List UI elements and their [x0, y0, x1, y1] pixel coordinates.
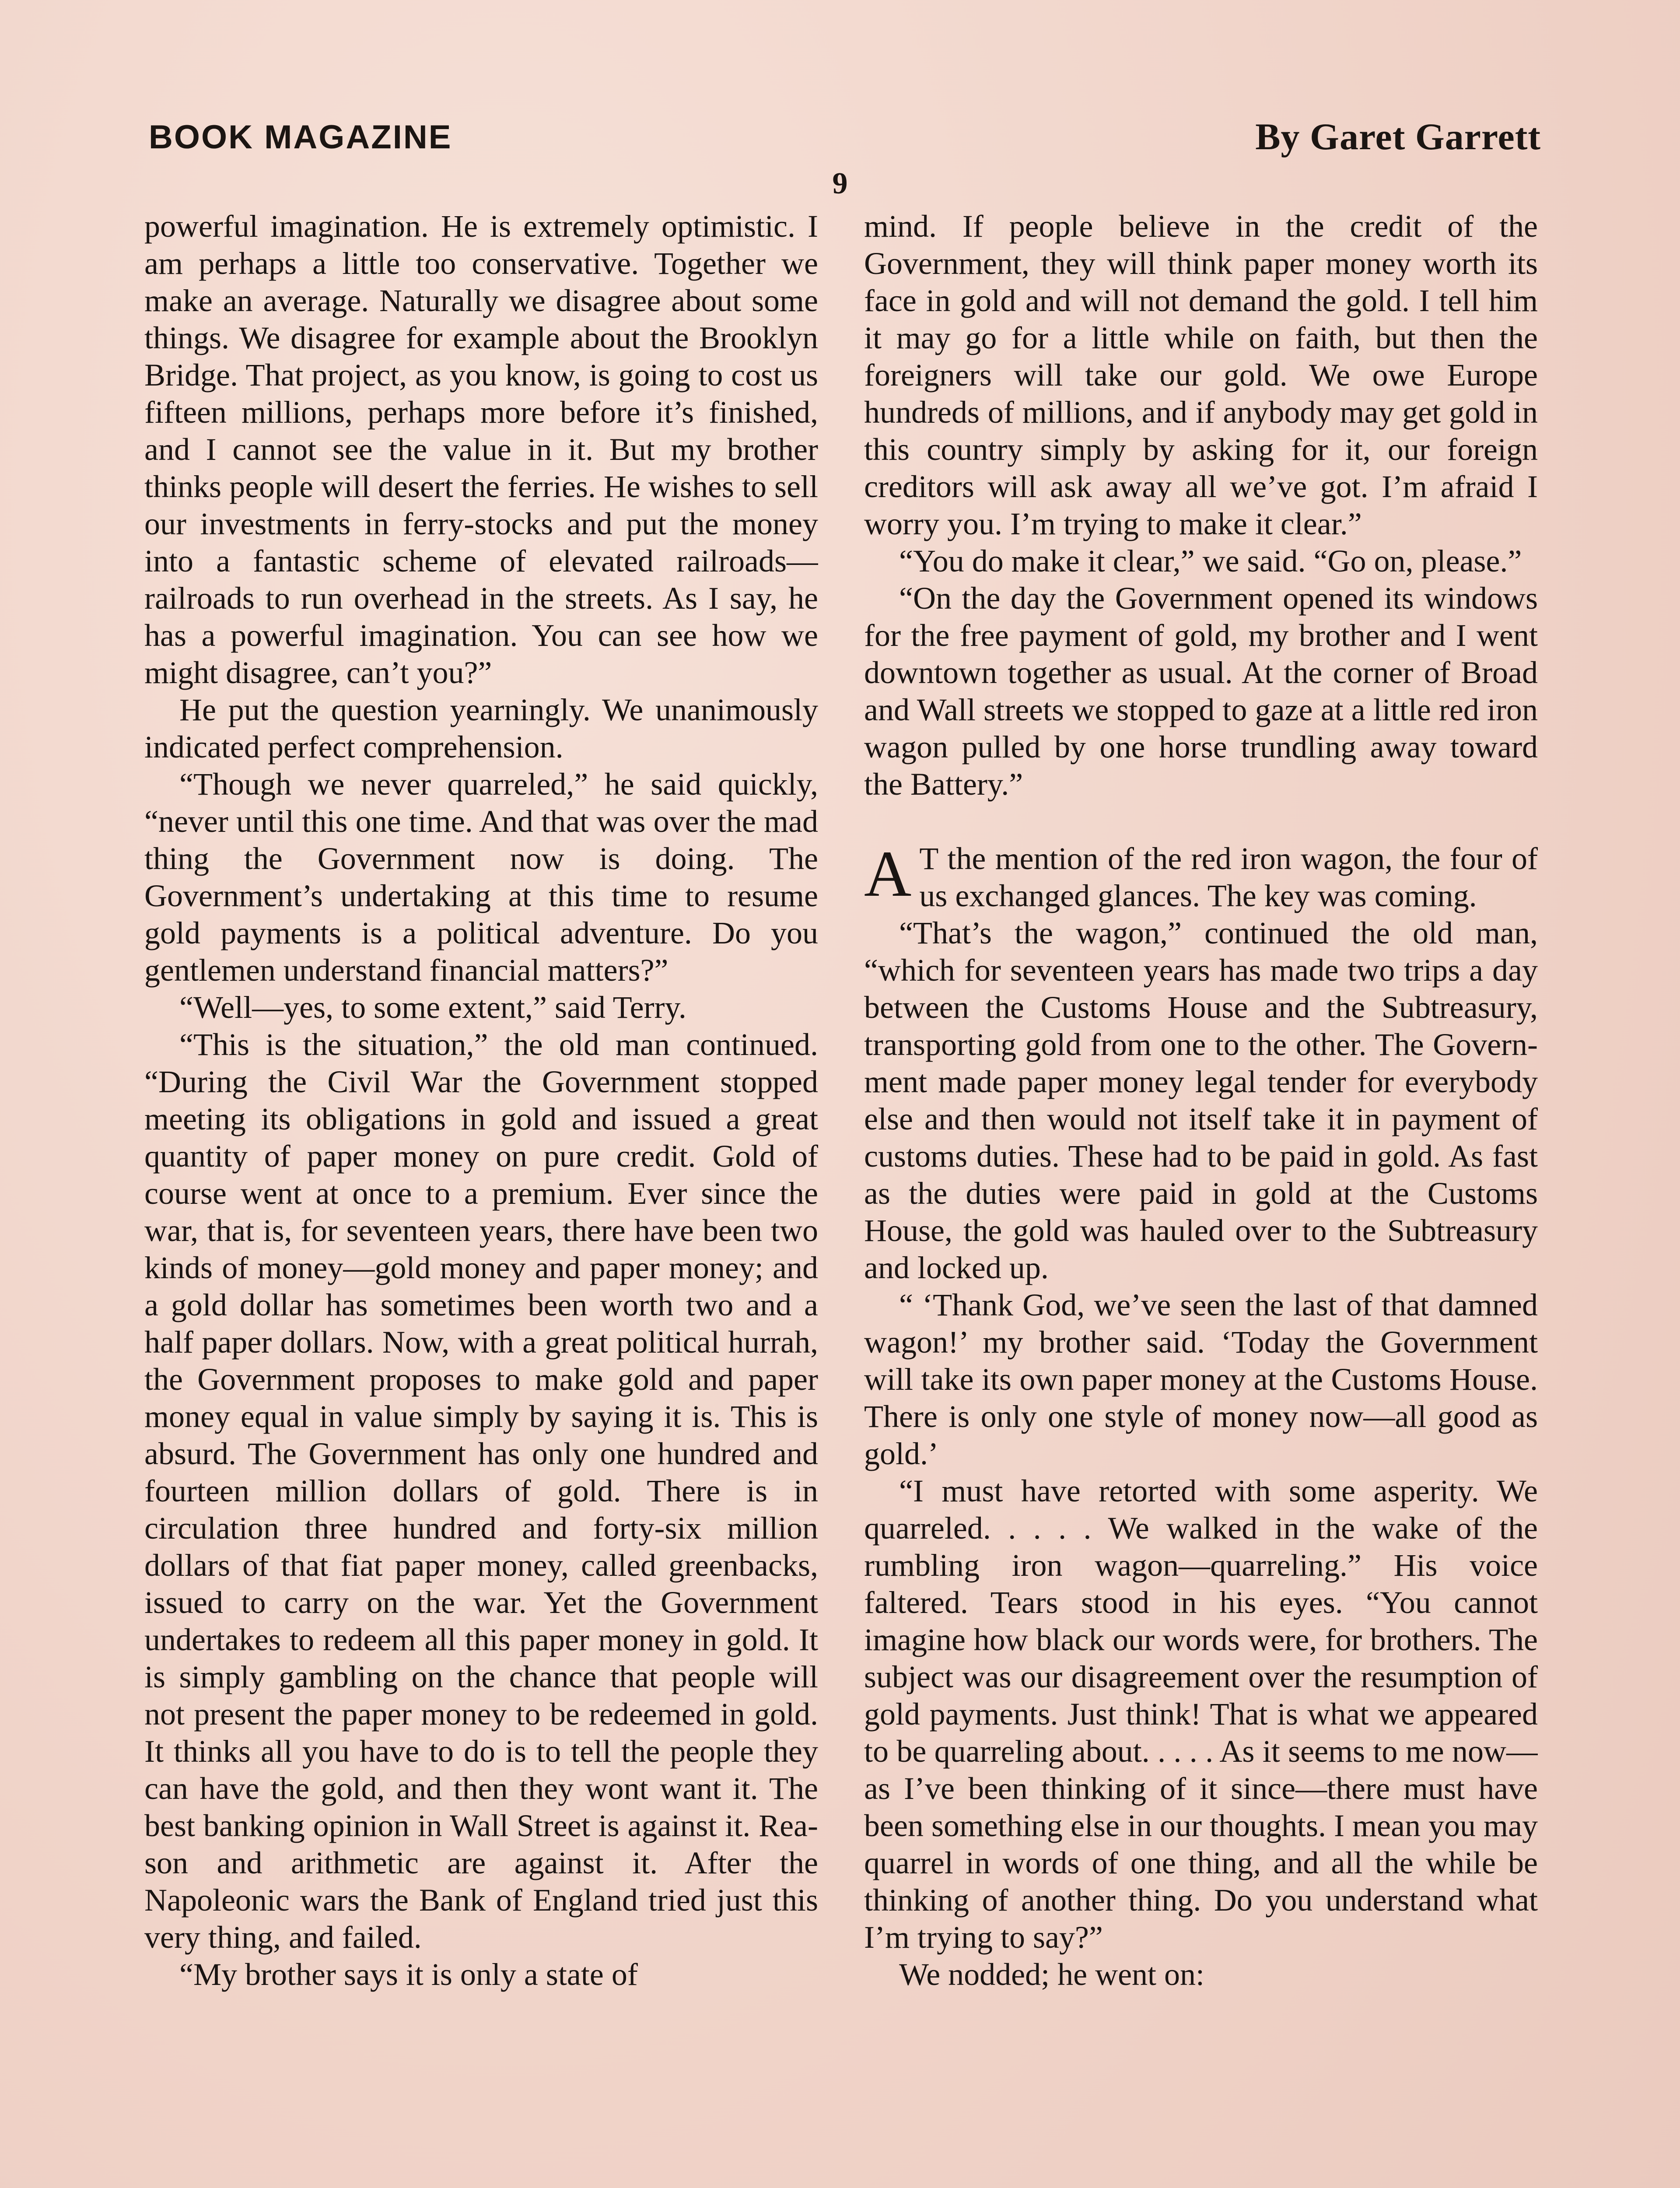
- paragraph: “I must have retorted with some asperity. We quarreled. . . . . We walked in the wake of the rumbling iron wagon—quarreling.” His voice faltered. Tears stood in his eyes. “You cannot imagine how black our words were, for brothers. The subject was our disagreement over the resumption of gold payments. Just think! That is what we appeared to be quarreling about. . . . . As it seems to me now—as I’ve been thinking of it since—there must have been something else in our thoughts. I mean you may quarrel in words of one thing, and all the while be thinking of another thing. Do you understand what I’m trying to say?”: [864, 1473, 1538, 1955]
- paragraph: powerful imagination. He is extremely optimistic. I am perhaps a little too conservative. Together we make an average. Naturally we disagree about some things. We disagree for example about the Brooklyn Bridge. That project, as you know, is going to cost us fifteen millions, perhaps more before it’s finished, and I cannot see the value in it. But my brother thinks people will desert the ferries. He wishes to sell our investments in ferry-stocks and put the money into a fantastic scheme of elevated railroads—railroads to run overhead in the streets. As I say, he has a powerful imagination. You can see how we might disagree, can’t you?”: [144, 209, 818, 690]
- paragraph: “On the day the Government opened its windows for the free payment of gold, my brother and I went downtown together as usual. At the corner of Broad and Wall streets we stopped to gaze at a little red iron wagon pulled by one horse trundling away toward the Battery.”: [864, 581, 1538, 802]
- section-paragraph: [864, 840, 1538, 915]
- paragraph: He put the question yearningly. We unanimously indicated perfect comprehension.: [144, 692, 818, 764]
- left-column: [144, 208, 818, 2188]
- paragraph: mind. If people believe in the credit of the Government, they will think paper money worth its face in gold and will not demand the gold. I tell him it may go for a little while on faith, but then the foreigners will take our gold. We owe Europe hundreds of millions, and if anybody may get gold in this country simply by asking for it, our foreign creditors will ask away all we’ve got. I’m afraid I worry you. I’m trying to make it clear.”: [864, 209, 1538, 541]
- paragraph: “That’s the wagon,” continued the old man, “which for seventeen years has made two trips a day between the Customs House and the Subtreasury, transporting gold from one to the other. The Government made paper money legal tender for everybody else and then would not itself take it in payment of customs duties. These had to be paid in gold. As fast as the duties were paid in gold at the Customs House, the gold was hauled over to the Subtreasury and locked up.: [864, 915, 1538, 1285]
- paragraph: We nodded; he went on:: [899, 1957, 1205, 1992]
- paragraph: “Well—yes, to some extent,” said Terry.: [179, 990, 686, 1025]
- magazine-title: BOOK MAGAZINE: [149, 119, 452, 156]
- paragraph-text: T the mention of the red iron wagon, the four of us exchanged glances. The key was coming.: [919, 841, 1538, 913]
- paragraph: “ ‘Thank God, we’ve seen the last of that damned wagon!’ my brother said. ‘Today the Government will take its own paper money at the Customs House. There is only one style of money now—all good as gold.’: [864, 1287, 1538, 1471]
- paragraph: “You do make it clear,” we said. “Go on, please.”: [899, 543, 1522, 579]
- paragraph: “My brother says it is only a state of: [179, 1957, 638, 1992]
- paragraph: “Though we never quarreled,” he said quickly, “never until this one time. And that was over the mad thing the Government now is doing. The Government’s undertaking at this time to resume gold payments is a political adventure. Do you gentlemen understand financial matters?”: [144, 767, 818, 988]
- page-number: 9: [832, 167, 848, 200]
- drop-cap: A: [864, 838, 912, 910]
- author-byline: By Garet Garrett: [1255, 116, 1541, 158]
- right-column: [864, 208, 1538, 2188]
- paragraph: “This is the situation,” the old man continued. “During the Civil War the Government stopped meeting its obligations in gold and issued a great quantity of paper money on pure credit. Gold of course went at once to a premium. Ever since the war, that is, for seventeen years, there have been two kinds of money—gold money and paper money; and a gold dollar has sometimes been worth two and a half paper dollars. Now, with a great political hurrah, the Government proposes to make gold and paper money equal in value simply by saying it is. This is absurd. The Government has only one hundred and fourteen million dollars of gold. There is in circulation three hundred and forty-six million dollars of that fiat paper money, called greenbacks, issued to carry on the war. Yet the Government undertakes to redeem all this paper money in gold. It is simply gambling on the chance that people will not present the paper money to be redeemed in gold. It thinks all you have to do is to tell the people they can have the gold, and then they wont want it. The best banking opinion in Wall Street is against it. Reason and arithmetic are against it. After the Napoleonic wars the Bank of England tried just this very thing, and failed.: [144, 1027, 818, 1955]
